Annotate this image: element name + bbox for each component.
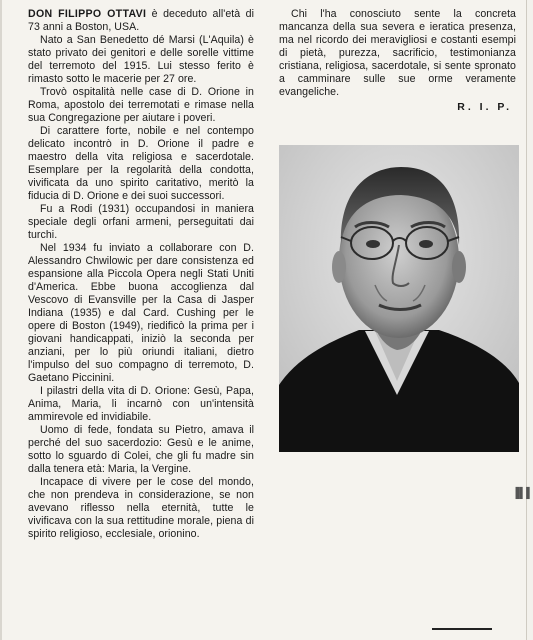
paragraph-rome: Trovò ospitalità nelle case di D. Orione in Roma, apostolo dei terremotati e rimase nella sua Congregazione per aiutare i poveri. (28, 86, 254, 124)
paragraph-rodi: Fu a Rodi (1931) occupandosi in maniera speciale degli orfani armeni, perseguitati dai turchi. (28, 203, 254, 241)
paragraph-usa: Nel 1934 fu inviato a collaborare con D. Alessandro Chwilowic per dare consistenza ed espansione alla Piccola Opera negli Stati Uniti d'America. Ebbe buona accoglienza dal Vescovo di Evansville per la Casa di Jasper Indiana (1935) e dal Card. Cushing per le opere di Boston (1949), riedificò la prima per i giovani handicappati, iniziò la seconda per anziani, per lo più oriundi italiani, dietro l'impulso del suo compagno di terremoto, D. Gaetano Piccinini. (28, 242, 254, 384)
paragraph-pillars: I pilastri della vita di D. Orione: Gesù, Papa, Anima, Maria, li incarnò con un'intensità ammirevole ed invidiabile. (28, 385, 254, 423)
edge-marks: ▐▌▌ (512, 488, 533, 499)
bottom-rule (432, 628, 492, 630)
portrait-photo (279, 145, 519, 452)
paragraph-memory: Chi l'ha conosciuto sente la concreta mancanza della sua severa e ieratica presenza, ma nel ricordo dei meravigliosi e costanti esempi di pietà, purezza, sacrificio, testimonianza cristiana, religiosa, sacerdotale, si sente spronato a camminare sulle sue orme veramente evangeliche. (279, 8, 516, 98)
deceased-name: DON FILIPPO OTTAVI (28, 8, 147, 20)
rip-closing: R. I. P. (457, 101, 512, 113)
intro-text: è deceduto all'età di 73 anni a Boston, USA. (28, 8, 255, 33)
right-column (279, 8, 516, 114)
paragraph-faith: Uomo di fede, fondata su Pietro, amava il perché del suo sacerdozio: Gesù e le anime, sotto lo sguardo di Colei, che gli fu madre sin dalla tenera età: Maria, la Vergine. (28, 424, 254, 475)
paragraph-birth: Nato a San Benedetto dé Marsi (L'Aquila) è stato privato dei genitori e delle sorelle vittime del terremoto del 1915. Lui stesso ferito è rimasto sotto le macerie per 27 ore. (28, 34, 254, 85)
paragraph-intro (28, 8, 254, 34)
left-column (28, 8, 254, 541)
paragraph-world: Incapace di vivere per le cose del mondo, che non prendeva in considerazione, se non avevano riflesso nella eternità, tutte le vivificava con la sua rettitudine morale, piena di spirito religioso, ecclesiale, orionino. (28, 476, 254, 540)
paragraph-character: Di carattere forte, nobile e nel contempo delicato incontrò in D. Orione il padre e maestro della vita religiosa e sacerdotale. Esemplare per la regolarità della condotta, vivificata da uno spirito caritativo, meritò la fiducia di D. Orione e dei suoi successori. (28, 125, 254, 202)
